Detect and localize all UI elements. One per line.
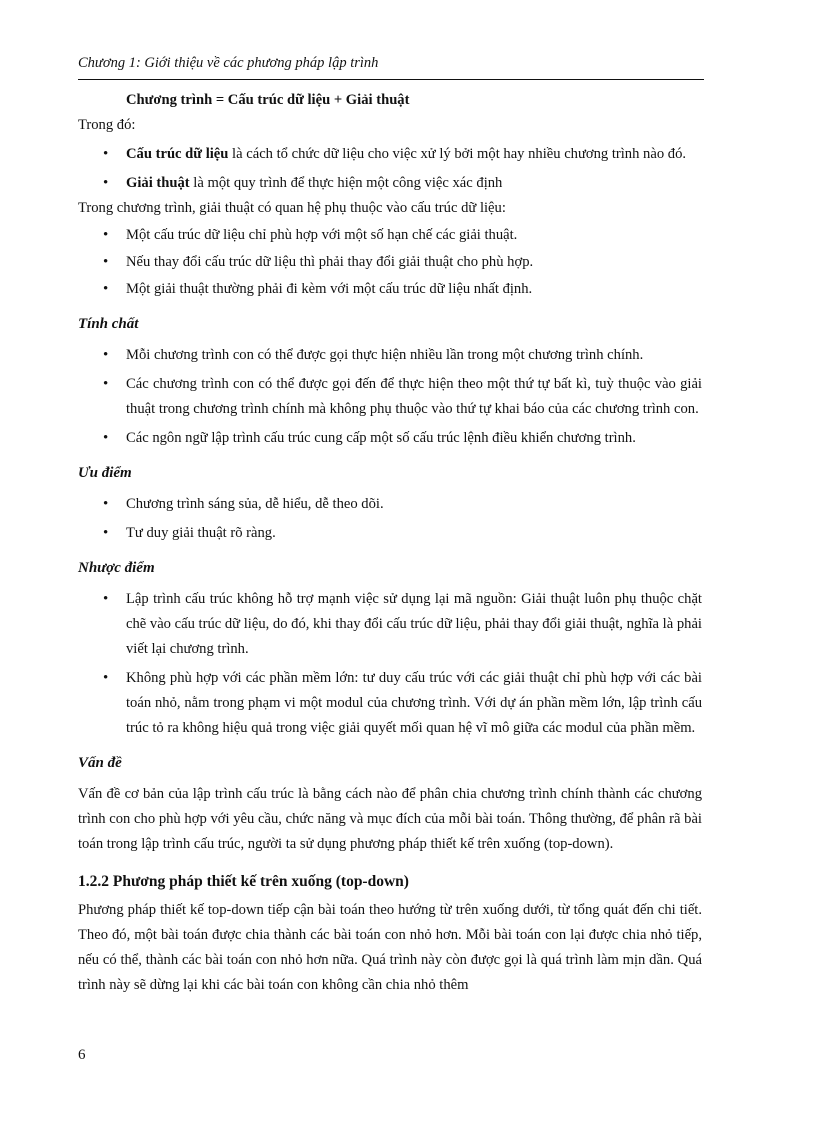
- page-body: [78, 88, 702, 998]
- heading-disadvantages: Nhược điểm: [78, 560, 155, 576]
- term-data-structure: Cấu trúc dữ liệu: [126, 146, 229, 162]
- list-item: • Lập trình cấu trúc không hỗ trợ mạnh việc sử dụng lại mã nguồn: Giải thuật luôn phụ thuộc chặt chẽ vào cấu trúc dữ liệu, do đó, khi thay đổi cấu trúc dữ liệu, phải thay đổi giải thuật, nghĩa là phải viết lại chương trình.: [78, 587, 702, 662]
- list-item: • Các chương trình con có thể được gọi đến để thực hiện theo một thứ tự bất kì, tuỳ thuộc vào giải thuật trong chương trình chính mà không phụ thuộc vào thứ tự khai báo của các chương trình con.: [78, 372, 702, 422]
- heading-problem: Vấn đề: [78, 755, 122, 771]
- problem-paragraph: Vấn đề cơ bản của lập trình cấu trúc là bằng cách nào để phân chia chương trình chính thành các chương trình con cho phù hợp với yêu cầu, chức năng và mục đích của mỗi bài toán. Thông thường, để phân rã bài toán trong lập trình cấu trúc, người ta sử dụng phương pháp thiết kế trên xuống (top-down).: [78, 786, 702, 852]
- definition-text: là một quy trình để thực hiện một công việc xác định: [189, 175, 503, 191]
- relation-label: Trong chương trình, giải thuật có quan hệ phụ thuộc vào cấu trúc dữ liệu:: [78, 200, 506, 216]
- list-item: [78, 142, 702, 167]
- advantages-list: [78, 492, 702, 546]
- disadvantages-list: [78, 587, 702, 741]
- list-item: • Một giải thuật thường phải đi kèm với một cấu trúc dữ liệu nhất định.: [78, 277, 702, 302]
- properties-list: [78, 343, 702, 451]
- running-header: Chương 1: Giới thiệu về các phương pháp lập trình: [78, 55, 379, 71]
- header-rule: [78, 79, 704, 80]
- list-item: • Chương trình sáng sủa, dễ hiểu, dễ theo dõi.: [78, 492, 702, 517]
- term-algorithm: Giải thuật: [126, 175, 190, 191]
- heading-advantages: Ưu điểm: [78, 465, 132, 481]
- top-down-paragraph: Phương pháp thiết kế top-down tiếp cận bài toán theo hướng từ trên xuống dưới, từ tổng quát đến chi tiết. Theo đó, một bài toán được chia thành các bài toán con nhỏ hơn. Mỗi bài toán con lại được chia nhỏ tiếp, nếu có thể, thành các bài toán con nhỏ hơn nữa. Quá trình này còn được gọi là quá trình làm mịn dần. Quá trình này sẽ dừng lại khi các bài toán con không cần chia nhỏ thêm: [78, 902, 702, 993]
- list-item: • Mỗi chương trình con có thể được gọi thực hiện nhiều lần trong một chương trình chính.: [78, 343, 702, 368]
- list-item: • Tư duy giải thuật rõ ràng.: [78, 521, 702, 546]
- page-number: 6: [78, 1047, 86, 1063]
- list-item: • Các ngôn ngữ lập trình cấu trúc cung cấp một số cấu trúc lệnh điều khiển chương trình.: [78, 426, 702, 451]
- intro-label: Trong đó:: [78, 117, 136, 133]
- list-item: [78, 171, 702, 196]
- formula: Chương trình = Cấu trúc dữ liệu + Giải thuật: [126, 92, 410, 108]
- list-item: • Không phù hợp với các phần mềm lớn: tư duy cấu trúc với các giải thuật chỉ phù hợp với các bài toán nhỏ, nằm trong phạm vi một modul của chương trình. Với dự án phần mềm lớn, lập trình cấu trúc tỏ ra không hiệu quả trong việc giải quyết mối quan hệ vĩ mô giữa các modul của phần mềm.: [78, 666, 702, 741]
- definition-list: [78, 142, 702, 196]
- section-heading-top-down: 1.2.2 Phương pháp thiết kế trên xuống (top-down): [78, 873, 409, 890]
- list-item: • Một cấu trúc dữ liệu chỉ phù hợp với một số hạn chế các giải thuật.: [78, 223, 702, 248]
- definition-text: là cách tổ chức dữ liệu cho việc xử lý bởi một hay nhiều chương trình nào đó.: [228, 146, 687, 162]
- heading-properties: Tính chất: [78, 316, 139, 332]
- relation-list: [78, 223, 702, 302]
- list-item: • Nếu thay đổi cấu trúc dữ liệu thì phải thay đổi giải thuật cho phù hợp.: [78, 250, 702, 275]
